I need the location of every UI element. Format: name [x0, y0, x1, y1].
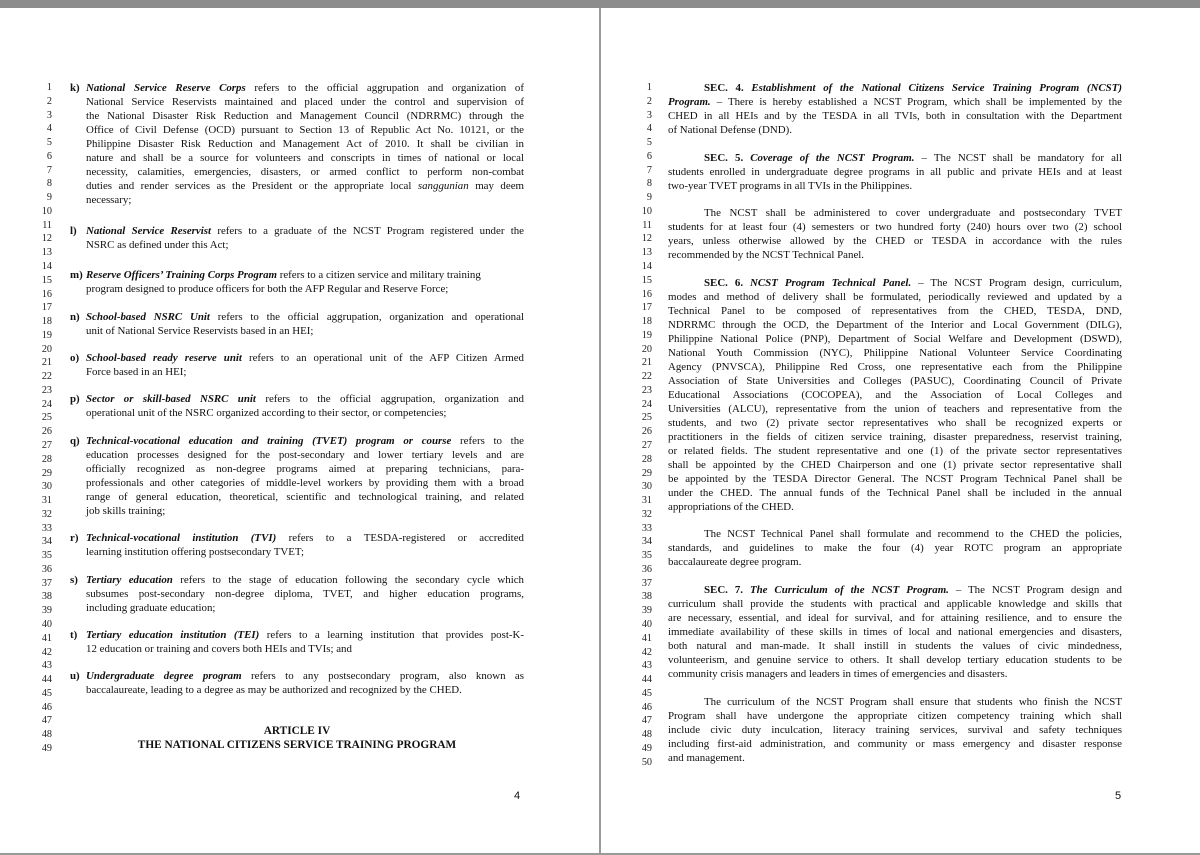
item-label: l) — [70, 225, 77, 237]
text-line: necessity, calamities, emergencies, disasters, or armed conflict to perform non-combat — [86, 166, 524, 178]
line-number: 12 — [641, 233, 652, 245]
text-line: of National Defense (DND). — [668, 124, 792, 136]
line-number: 8 — [46, 178, 52, 190]
line-number: 38 — [641, 591, 652, 603]
definition-m — [0, 268, 599, 282]
item-label: o) — [70, 352, 80, 364]
item-label: s) — [70, 574, 78, 586]
line-number: 37 — [41, 577, 52, 589]
text-line: nature and shall be a source for volunteers and conscripts in times of national or local — [86, 152, 524, 164]
line-number: 11 — [42, 219, 52, 231]
text-line: – The NCST shall be mandatory for all — [921, 152, 1122, 164]
text-line: The NCST shall be administered to cover undergraduate and postsecondary TVET — [704, 207, 1122, 219]
line-number: 14 — [41, 261, 52, 272]
text-line: are necessary, essential, and ideal for survival, and for attaining resilience, and to ensure the — [668, 612, 1122, 624]
section-number: SEC. 6. — [704, 277, 744, 289]
definition-r — [0, 531, 599, 545]
line-number: 47 — [641, 715, 652, 727]
line-number: 32 — [641, 508, 652, 520]
viewer-top-bar — [0, 0, 1200, 8]
text-line: Agency (PNVSCA), Philippine Red Cross, one representative each from the Philippine — [668, 361, 1122, 373]
section-title: Coverage of the NCST Program. — [750, 152, 915, 164]
definition-s — [0, 573, 599, 587]
line-number: 43 — [641, 660, 652, 672]
text-line: refers to the official aggrupation, organization and — [265, 393, 524, 405]
text-line: under the CHED. The annual funds of the Technical Panel shall be included in the annual — [668, 487, 1122, 499]
text-line: learning institution offering postsecondary TVET; — [86, 546, 304, 558]
item-label: k) — [70, 82, 80, 94]
section-4 — [601, 81, 1200, 95]
defined-term: Undergraduate degree program — [86, 670, 242, 682]
line-number: 42 — [641, 646, 652, 658]
text-line: NDRRMC through the OCD, the Department of the Interior and Local Government (DILG), — [668, 319, 1122, 331]
defined-term: National Service Reserve Corps — [86, 82, 246, 94]
section-number: SEC. 7. — [704, 584, 744, 596]
line-number: 15 — [41, 274, 52, 286]
italic-term: sanggunian — [417, 180, 469, 192]
text-line: range of general education, theoretical, scientific and technological training, and related — [86, 491, 524, 503]
defined-term: School-based ready reserve unit — [86, 352, 242, 364]
line-number: 45 — [41, 687, 52, 699]
text-line: including first-aid administration, and community or mass emergency and disaster response — [668, 738, 1122, 750]
line-number: 44 — [641, 674, 652, 686]
line-number: 24 — [641, 398, 652, 410]
line-number: 24 — [41, 398, 52, 410]
text-line: education processes designed for the post-secondary and lower tertiary levels and are — [86, 449, 524, 461]
line-number: 10 — [41, 205, 52, 217]
section-number: SEC. 4. — [704, 82, 744, 94]
definition-q — [0, 434, 599, 448]
line-number: 2 — [646, 95, 652, 107]
text-line: refers to the official aggrupation, organization and operational — [217, 311, 524, 323]
line-number: 19 — [41, 329, 52, 341]
text-line: recommended by the NCST Technical Panel. — [668, 249, 865, 261]
definition-k — [0, 81, 599, 95]
line-number: 3 — [646, 109, 652, 121]
text-line: subsumes post-secondary non-degree diploma, TVET, and higher education programs, — [86, 588, 524, 600]
line-number: 5 — [46, 137, 52, 149]
section-number: SEC. 5. — [704, 152, 744, 164]
line-number: 36 — [41, 563, 52, 575]
text-line: the National Disaster Risk Reduction and Management Council (NDRRMC) through the — [86, 110, 524, 122]
text-line: refers to the official aggrupation and organization of — [254, 82, 524, 94]
line-number: 34 — [41, 536, 52, 548]
item-label: q) — [70, 435, 80, 447]
text-line: and management. — [668, 752, 745, 764]
defined-term: Sector or skill-based NSRC unit — [86, 393, 256, 405]
line-number: 41 — [41, 632, 52, 644]
text-line: may deem — [475, 180, 524, 192]
line-number: 47 — [41, 715, 52, 727]
text-line: Office of Civil Defense (OCD) pursuant to Section 13 of Republic Act No. 10121, or the — [86, 124, 524, 136]
section-title: Program. — [668, 96, 711, 108]
line-number: 10 — [641, 205, 652, 217]
line-number: 36 — [641, 563, 652, 575]
page-number-5: 5 — [1115, 790, 1122, 802]
document-page-4 — [0, 8, 599, 853]
text-line: immediate availability of these skills in times of local and national emergencies and disasters, — [668, 626, 1122, 638]
text-line: or related fields. The student representative and one (1) of the private sector representatives — [668, 445, 1122, 457]
section-5 — [601, 151, 1200, 165]
text-line: – The NCST Program design, curriculum, — [918, 277, 1122, 289]
text-line: refers to the — [460, 435, 524, 447]
definition-l — [0, 224, 599, 238]
defined-term: Tertiary education institution (TEI) — [86, 629, 260, 641]
text-line: modes and method of delivery shall be formulated, periodically reviewed and updated by a — [668, 291, 1122, 303]
text-line: years, unless otherwise allowed by the CHED or TESDA in accordance with the rules — [668, 235, 1122, 247]
defined-term: Tertiary education — [86, 574, 173, 586]
line-number: 12 — [41, 233, 52, 245]
text-line: Association of State Universities and Colleges (PASUC), Coordinating Council of Private — [668, 375, 1122, 387]
text-line: Philippine National Police (PNP), Department of Social Welfare and Development (DSWD), — [668, 333, 1122, 345]
text-line: job skills training; — [86, 505, 166, 517]
line-number: 32 — [41, 508, 52, 520]
line-number: 16 — [41, 288, 52, 300]
line-number: 25 — [41, 412, 52, 424]
text-line: refers to a learning institution that provides post-K- — [266, 629, 524, 641]
section-6 — [601, 276, 1200, 290]
line-number: 19 — [641, 329, 652, 341]
line-number: 11 — [642, 219, 652, 231]
article-number: ARTICLE IV — [263, 725, 331, 737]
line-number: 31 — [41, 495, 52, 507]
line-number: 20 — [41, 343, 52, 355]
line-number: 5 — [646, 137, 652, 149]
line-number: 29 — [641, 467, 652, 479]
line-number: 27 — [641, 440, 652, 452]
line-number: 23 — [41, 384, 52, 396]
line-number: 4 — [46, 123, 52, 135]
line-number: 7 — [46, 164, 52, 176]
text-line: practitioners in the fields of citizen service training, disaster preparedness, reservist training, — [668, 431, 1122, 443]
line-number: 4 — [646, 123, 652, 135]
line-number: 39 — [41, 605, 52, 617]
line-number: 43 — [41, 660, 52, 672]
line-number: 48 — [41, 729, 52, 741]
text-line: The NCST Technical Panel shall formulate and recommend to the CHED the policies, — [704, 528, 1122, 540]
line-number: 33 — [41, 522, 52, 534]
defined-term: Technical-vocational institution (TVI) — [86, 532, 277, 544]
line-number: 46 — [641, 701, 652, 713]
line-number: 1 — [646, 82, 652, 93]
line-number: 30 — [41, 481, 52, 493]
text-line: 12 education or training and covers both HEIs and TVIs; and — [86, 643, 352, 655]
text-line: students for at least four (4) semesters or two hundred forty (240) hours over two (2) school — [668, 221, 1122, 233]
line-number: 41 — [641, 632, 652, 644]
item-label: n) — [70, 311, 80, 323]
line-number: 20 — [641, 343, 652, 355]
text-line: duties and render services as the President or the appropriate local — [86, 180, 412, 192]
definition-t — [0, 628, 599, 642]
text-line: program designed to produce officers for both the AFP Regular and Reserve Force; — [86, 283, 449, 295]
text-line: refers to a graduate of the NCST Program registered under the — [217, 225, 525, 237]
line-number: 17 — [41, 302, 52, 314]
defined-term: School-based NSRC Unit — [86, 311, 210, 323]
line-number: 18 — [41, 316, 52, 328]
line-number: 40 — [641, 619, 652, 631]
line-number: 35 — [41, 550, 52, 562]
text-line: be appointed by the TESDA Director General. The NCST Program Technical Panel shall be — [668, 473, 1122, 485]
line-number: 26 — [41, 426, 52, 438]
defined-term: Reserve Officers’ Training Corps Program — [86, 269, 277, 281]
article-title: THE NATIONAL CITIZENS SERVICE TRAINING PROGRAM — [137, 739, 457, 751]
line-number: 9 — [646, 192, 652, 204]
definition-n — [0, 310, 599, 324]
line-number: 3 — [46, 109, 52, 121]
definition-o — [0, 351, 599, 365]
line-number: 25 — [641, 412, 652, 424]
section-title: NCST Program Technical Panel. — [750, 277, 912, 289]
text-line: Educational Associations (COCOPEA), and the Association of Local Colleges and — [668, 389, 1122, 401]
line-number: 2 — [46, 95, 52, 107]
line-number: 30 — [641, 481, 652, 493]
line-number: 31 — [641, 495, 652, 507]
text-line: students, and two (2) private sector representatives who shall be recognized experts or — [668, 417, 1122, 429]
text-line: shall be appointed by the CHED Chairperson and one (1) private sector representative shall — [668, 459, 1122, 471]
text-line: CHED in all HEIs and by the TESDA in all TVIs, both in consultation with the Department — [668, 110, 1122, 122]
text-line: standards, and guidelines to make the four (4) year ROTC program an appropriate — [668, 542, 1122, 554]
line-number: 29 — [41, 467, 52, 479]
text-line: National Service Reservists maintained and placed under the control and supervision of — [86, 96, 524, 108]
section-title: Establishment of the National Citizens Service Training Program (NCST) — [751, 82, 1122, 94]
line-number: 22 — [641, 371, 652, 383]
line-number: 14 — [641, 261, 652, 272]
text-line: – The NCST Program design and — [955, 584, 1122, 596]
item-label: p) — [70, 393, 80, 405]
text-line: baccalaureate degree program. — [668, 556, 802, 568]
line-number: 23 — [641, 384, 652, 396]
line-number: 6 — [46, 150, 52, 162]
line-number: 16 — [641, 288, 652, 300]
section-title: The Curriculum of the NCST Program. — [749, 584, 949, 596]
definition-u — [0, 669, 599, 683]
text-line: Program shall have undergone the appropriate citizen competency training which shall — [668, 710, 1122, 722]
line-number: 46 — [41, 701, 52, 713]
text-line: operational unit of the NSRC organized according to their sector, or competencies; — [86, 407, 447, 419]
text-line: include civic duty inculcation, literacy training services, survival and safety techniques — [668, 724, 1122, 736]
text-line: Force based in an HEI; — [86, 366, 187, 378]
text-line: both natural and man-made. It shall instill in students the values of civic mindedness, — [668, 640, 1122, 652]
text-line: National Youth Commission (NYC), Philippine National Volunteer Service Coordinating — [668, 347, 1122, 359]
text-line: refers to a TESDA-registered or accredited — [288, 532, 524, 544]
line-number: 49 — [41, 742, 52, 754]
text-line: refers to a citizen service and military training — [279, 269, 481, 281]
line-number: 49 — [641, 742, 652, 754]
text-line: The curriculum of the NCST Program shall ensure that students who finish the NCST — [704, 696, 1122, 708]
line-number: 33 — [641, 522, 652, 534]
line-number: 40 — [41, 619, 52, 631]
defined-term: Technical-vocational education and training (TVET) program or course — [86, 435, 452, 447]
item-label: r) — [70, 532, 79, 544]
text-line: curriculum shall provide the students with practical and applicable knowledge and skills that — [668, 598, 1122, 610]
text-line: – There is hereby established a NCST Program, which shall be implemented by the — [716, 96, 1122, 108]
text-line: refers to the stage of education following the secondary cycle which — [180, 574, 525, 586]
line-number: 13 — [641, 247, 652, 259]
text-line: baccalaureate, leading to a degree as may be authorized and recognized by the CHED. — [86, 684, 462, 696]
text-line: two-year TVET programs in all TVIs in the Philippines. — [668, 180, 913, 192]
item-label: m) — [70, 269, 83, 281]
line-number: 26 — [641, 426, 652, 438]
defined-term: National Service Reservist — [86, 225, 212, 237]
text-line: community crisis managers and leaders in times of emergencies and disasters. — [668, 668, 1008, 680]
line-number: 18 — [641, 316, 652, 328]
line-number: 38 — [41, 591, 52, 603]
text-line: unit of National Service Reservists based in an HEI; — [86, 325, 314, 337]
line-number: 13 — [41, 247, 52, 259]
document-page-5 — [601, 8, 1200, 853]
text-line: including graduate education; — [86, 602, 216, 614]
line-number: 37 — [641, 577, 652, 589]
text-line: professionals and other categories of middle-level workers by providing them with a broad — [86, 477, 524, 489]
line-number: 6 — [646, 150, 652, 162]
line-number: 35 — [641, 550, 652, 562]
line-number: 44 — [41, 674, 52, 686]
line-number: 28 — [41, 453, 52, 465]
line-number: 34 — [641, 536, 652, 548]
line-number: 15 — [641, 274, 652, 286]
line-number: 21 — [41, 357, 52, 369]
line-number: 50 — [641, 756, 652, 768]
line-number: 42 — [41, 646, 52, 658]
line-number: 27 — [41, 440, 52, 452]
text-line: students enrolled in undergraduate degree programs in all public and private HEIs and at least — [668, 166, 1122, 178]
line-number: 21 — [641, 357, 652, 369]
text-line: refers to an operational unit of the AFP Citizen Armed — [248, 352, 524, 364]
line-number: 7 — [646, 164, 652, 176]
item-label: u) — [70, 670, 80, 682]
definition-p — [0, 392, 599, 406]
text-line: NSRC as defined under this Act; — [86, 239, 229, 251]
line-number: 9 — [46, 192, 52, 204]
item-label: t) — [70, 629, 78, 641]
line-number: 28 — [641, 453, 652, 465]
text-line: appropriations of the CHED. — [668, 501, 794, 513]
text-line: Universities (ALCU), representative from the union of teachers and representative from the — [668, 403, 1122, 415]
text-line: Technical Panel to be composed of representatives from the CHED, TESDA, DND, — [668, 305, 1122, 317]
line-number: 45 — [641, 687, 652, 699]
line-number: 1 — [46, 82, 52, 93]
text-line: officially recognized as non-degree programs aimed at preparing technicians, para- — [86, 463, 524, 475]
text-line: volunteerism, and genuine service to others. It shall develop tertiary education students to be — [668, 654, 1122, 666]
line-number: 22 — [41, 371, 52, 383]
text-line: Philippine Disaster Risk Reduction and Management Act of 2010. It shall be civilian in — [86, 138, 524, 150]
page-number-4: 4 — [514, 790, 521, 802]
text-line: refers to any postsecondary program, also known as — [250, 670, 524, 682]
line-number: 8 — [646, 178, 652, 190]
line-number: 17 — [641, 302, 652, 314]
text-line: necessary; — [86, 194, 132, 206]
line-number: 39 — [641, 605, 652, 617]
line-number: 48 — [641, 729, 652, 741]
section-7 — [601, 583, 1200, 597]
